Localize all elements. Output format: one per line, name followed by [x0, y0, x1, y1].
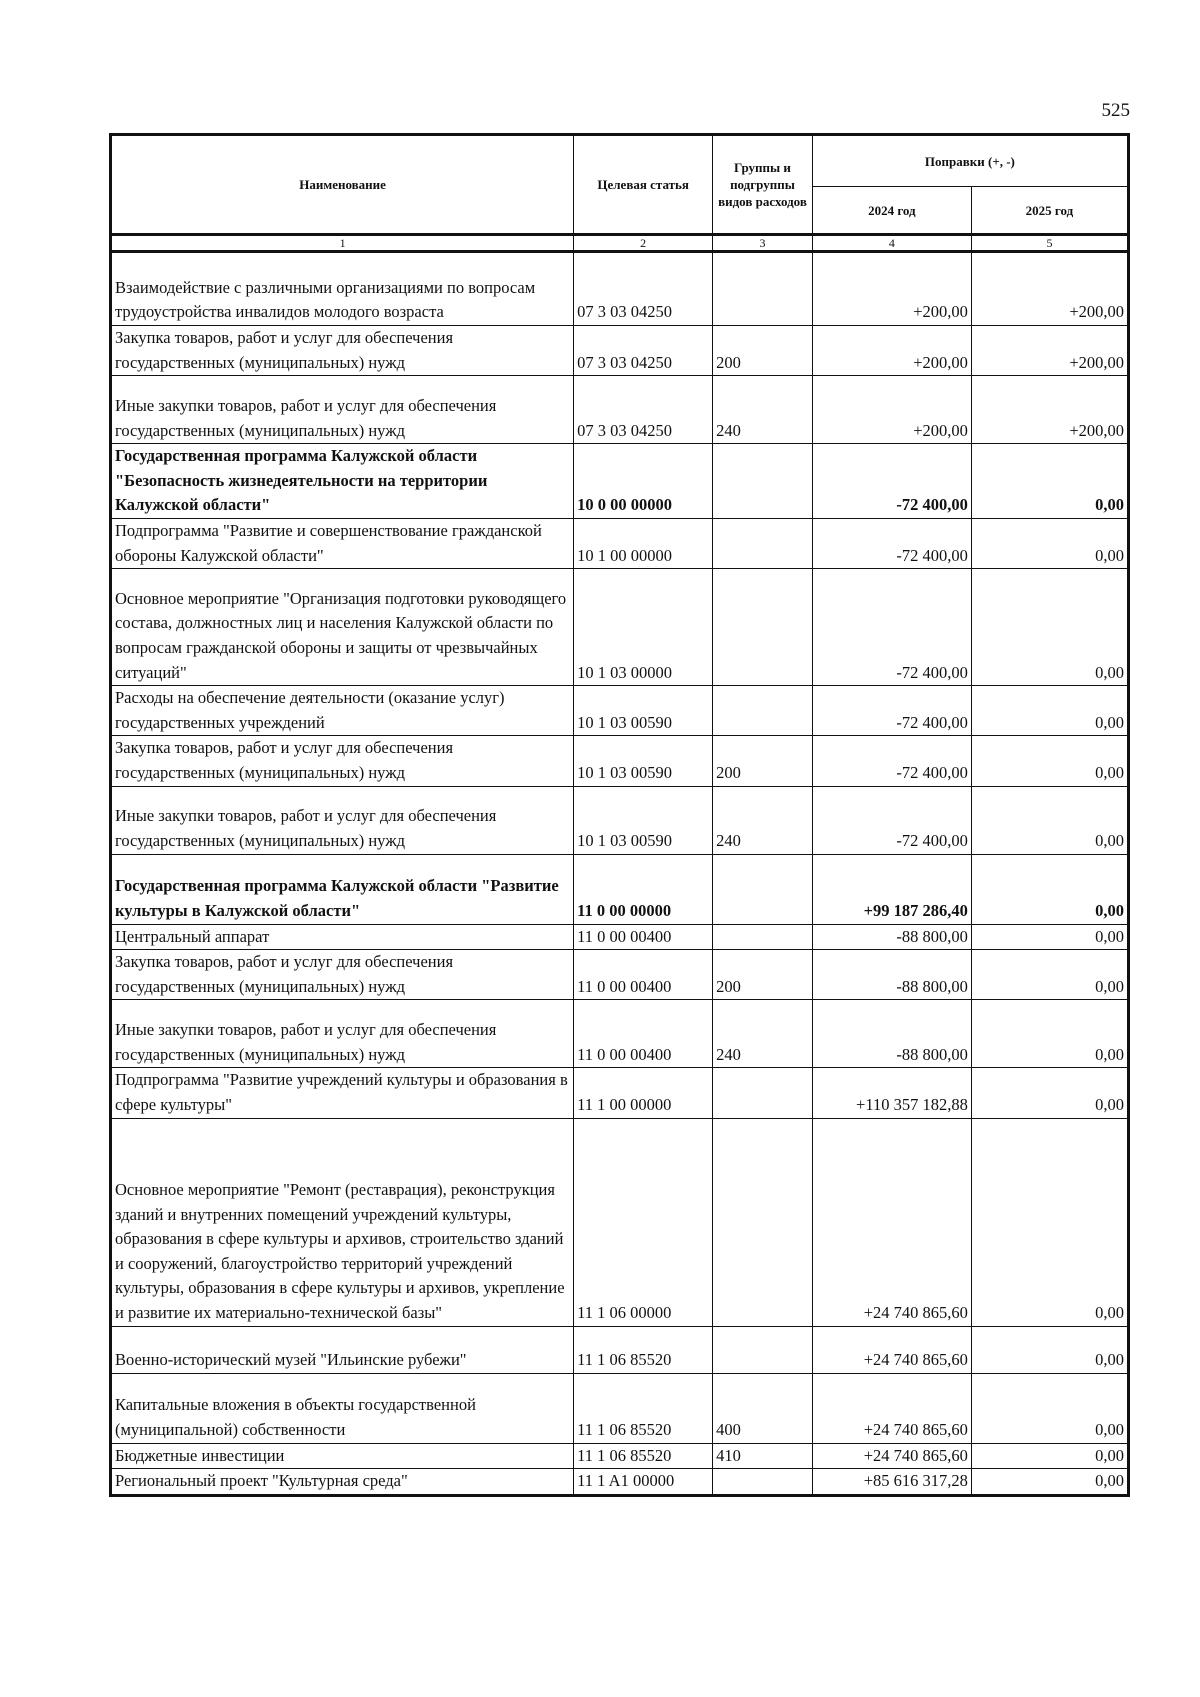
row-amount-2025: +200,00	[971, 252, 1128, 326]
row-amount-2025: 0,00	[971, 686, 1128, 736]
column-numbers-row	[111, 235, 1129, 252]
table-row	[111, 1068, 1129, 1118]
header-target-article: Целевая статья	[574, 135, 713, 235]
row-target-article: 11 0 00 00400	[574, 1000, 713, 1068]
row-amount-2024: -72 400,00	[812, 736, 971, 786]
column-number: 4	[812, 235, 971, 252]
row-amount-2024: -88 800,00	[812, 950, 971, 1000]
table-row	[111, 924, 1129, 950]
row-target-article: 11 1 06 85520	[574, 1443, 713, 1469]
row-expense-group: 240	[713, 376, 813, 444]
row-target-article: 10 0 00 00000	[574, 444, 713, 519]
row-expense-group: 200	[713, 736, 813, 786]
row-name: Центральный аппарат	[111, 924, 574, 950]
row-amount-2024: +24 740 865,60	[812, 1326, 971, 1373]
row-expense-group: 410	[713, 1443, 813, 1469]
row-expense-group	[713, 854, 813, 924]
row-name: Закупка товаров, работ и услуг для обеспечения государственных (муниципальных) нужд	[111, 326, 574, 376]
header-year-2025: 2025 год	[971, 187, 1128, 235]
row-name: Расходы на обеспечение деятельности (оказание услуг) государственных учреждений	[111, 686, 574, 736]
row-amount-2025: 0,00	[971, 569, 1128, 686]
row-target-article: 11 1 06 85520	[574, 1326, 713, 1373]
column-number: 3	[713, 235, 813, 252]
row-expense-group: 200	[713, 950, 813, 1000]
table-row	[111, 1118, 1129, 1326]
row-expense-group: 240	[713, 1000, 813, 1068]
table-row	[111, 252, 1129, 326]
row-expense-group: 240	[713, 786, 813, 854]
row-expense-group: 200	[713, 326, 813, 376]
row-amount-2025: 0,00	[971, 1000, 1128, 1068]
row-target-article: 11 1 06 85520	[574, 1373, 713, 1443]
row-amount-2024: -72 400,00	[812, 569, 971, 686]
row-expense-group	[713, 686, 813, 736]
table-row	[111, 444, 1129, 519]
row-target-article: 11 0 00 00400	[574, 924, 713, 950]
row-amount-2024: +200,00	[812, 376, 971, 444]
row-target-article: 07 3 03 04250	[574, 376, 713, 444]
row-amount-2025: 0,00	[971, 518, 1128, 568]
row-name: Иные закупки товаров, работ и услуг для обеспечения государственных (муниципальных) нужд	[111, 376, 574, 444]
row-target-article: 11 1 06 00000	[574, 1118, 713, 1326]
row-expense-group: 400	[713, 1373, 813, 1443]
row-amount-2025: 0,00	[971, 1443, 1128, 1469]
row-target-article: 07 3 03 04250	[574, 326, 713, 376]
row-amount-2025: 0,00	[971, 786, 1128, 854]
row-expense-group	[713, 1068, 813, 1118]
row-amount-2024: -72 400,00	[812, 444, 971, 519]
row-amount-2024: +200,00	[812, 326, 971, 376]
row-amount-2025: 0,00	[971, 854, 1128, 924]
row-amount-2025: 0,00	[971, 1469, 1128, 1496]
row-amount-2024: +85 616 317,28	[812, 1469, 971, 1496]
row-amount-2024: +110 357 182,88	[812, 1068, 971, 1118]
row-amount-2025: +200,00	[971, 326, 1128, 376]
table-row	[111, 854, 1129, 924]
table-row	[111, 569, 1129, 686]
row-name: Подпрограмма "Развитие и совершенствование гражданской обороны Калужской области"	[111, 518, 574, 568]
table-row	[111, 786, 1129, 854]
row-target-article: 07 3 03 04250	[574, 252, 713, 326]
table-row	[111, 736, 1129, 786]
column-number: 1	[111, 235, 574, 252]
table-row	[111, 326, 1129, 376]
header-expense-groups: Группы и подгруппы видов расходов	[713, 135, 813, 235]
row-amount-2025: 0,00	[971, 950, 1128, 1000]
row-amount-2024: +24 740 865,60	[812, 1443, 971, 1469]
budget-amendments-table	[109, 133, 1130, 1497]
table-row	[111, 686, 1129, 736]
row-target-article: 11 0 00 00400	[574, 950, 713, 1000]
table-row	[111, 1443, 1129, 1469]
row-amount-2025: 0,00	[971, 1118, 1128, 1326]
row-amount-2025: 0,00	[971, 736, 1128, 786]
row-name: Военно-исторический музей "Ильинские рубежи"	[111, 1326, 574, 1373]
table-row	[111, 518, 1129, 568]
row-amount-2024: -88 800,00	[812, 924, 971, 950]
row-name: Основное мероприятие "Организация подготовки руководящего состава, должностных лиц и населения Калужской области по вопросам гражданской обороны и защиты от чрезвычайных ситуаций"	[111, 569, 574, 686]
row-target-article: 10 1 03 00000	[574, 569, 713, 686]
table-row	[111, 1373, 1129, 1443]
row-name: Государственная программа Калужской области "Развитие культуры в Калужской области"	[111, 854, 574, 924]
row-expense-group	[713, 1469, 813, 1496]
row-expense-group	[713, 252, 813, 326]
row-name: Иные закупки товаров, работ и услуг для обеспечения государственных (муниципальных) нужд	[111, 786, 574, 854]
row-amount-2025: +200,00	[971, 376, 1128, 444]
row-expense-group	[713, 924, 813, 950]
row-amount-2024: +200,00	[812, 252, 971, 326]
row-target-article: 11 1 00 00000	[574, 1068, 713, 1118]
row-amount-2024: +24 740 865,60	[812, 1373, 971, 1443]
row-amount-2025: 0,00	[971, 444, 1128, 519]
row-amount-2025: 0,00	[971, 1326, 1128, 1373]
row-name: Взаимодействие с различными организациями по вопросам трудоустройства инвалидов молодого возраста	[111, 252, 574, 326]
row-amount-2025: 0,00	[971, 1068, 1128, 1118]
page-number: 525	[1101, 100, 1130, 121]
header-amendments: Поправки (+, -)	[812, 135, 1128, 187]
table-body	[111, 252, 1129, 1496]
row-name: Подпрограмма "Развитие учреждений культуры и образования в сфере культуры"	[111, 1068, 574, 1118]
row-amount-2024: -72 400,00	[812, 686, 971, 736]
row-name: Региональный проект "Культурная среда"	[111, 1469, 574, 1496]
row-expense-group	[713, 1118, 813, 1326]
column-number: 5	[971, 235, 1128, 252]
header-year-2024: 2024 год	[812, 187, 971, 235]
row-amount-2024: +99 187 286,40	[812, 854, 971, 924]
row-amount-2025: 0,00	[971, 924, 1128, 950]
table-row	[111, 1469, 1129, 1496]
row-expense-group	[713, 569, 813, 686]
row-name: Капитальные вложения в объекты государственной (муниципальной) собственности	[111, 1373, 574, 1443]
row-name: Государственная программа Калужской области "Безопасность жизнедеятельности на территории Калужской области"	[111, 444, 574, 519]
row-amount-2024: -72 400,00	[812, 786, 971, 854]
table-header-row	[111, 135, 1129, 187]
row-target-article: 10 1 03 00590	[574, 736, 713, 786]
row-name: Бюджетные инвестиции	[111, 1443, 574, 1469]
row-name: Закупка товаров, работ и услуг для обеспечения государственных (муниципальных) нужд	[111, 950, 574, 1000]
row-amount-2024: -88 800,00	[812, 1000, 971, 1068]
row-target-article: 11 1 A1 00000	[574, 1469, 713, 1496]
row-expense-group	[713, 518, 813, 568]
row-target-article: 11 0 00 00000	[574, 854, 713, 924]
row-expense-group	[713, 444, 813, 519]
table-row	[111, 950, 1129, 1000]
row-amount-2024: -72 400,00	[812, 518, 971, 568]
table-row	[111, 1326, 1129, 1373]
row-amount-2025: 0,00	[971, 1373, 1128, 1443]
row-name: Закупка товаров, работ и услуг для обеспечения государственных (муниципальных) нужд	[111, 736, 574, 786]
row-target-article: 10 1 00 00000	[574, 518, 713, 568]
table-row	[111, 1000, 1129, 1068]
header-name: Наименование	[111, 135, 574, 235]
row-amount-2024: +24 740 865,60	[812, 1118, 971, 1326]
column-number: 2	[574, 235, 713, 252]
row-target-article: 10 1 03 00590	[574, 686, 713, 736]
row-name: Иные закупки товаров, работ и услуг для обеспечения государственных (муниципальных) нужд	[111, 1000, 574, 1068]
table-row	[111, 376, 1129, 444]
row-expense-group	[713, 1326, 813, 1373]
row-name: Основное мероприятие "Ремонт (реставрация), реконструкция зданий и внутренних помещений учреждений культуры, образования в сфере культуры и архивов, строительство зданий и сооружений, благоустройство территорий учреждений культуры, образования в сфере культуры и архивов, укрепление и развитие их материально-технической базы"	[111, 1118, 574, 1326]
row-target-article: 10 1 03 00590	[574, 786, 713, 854]
